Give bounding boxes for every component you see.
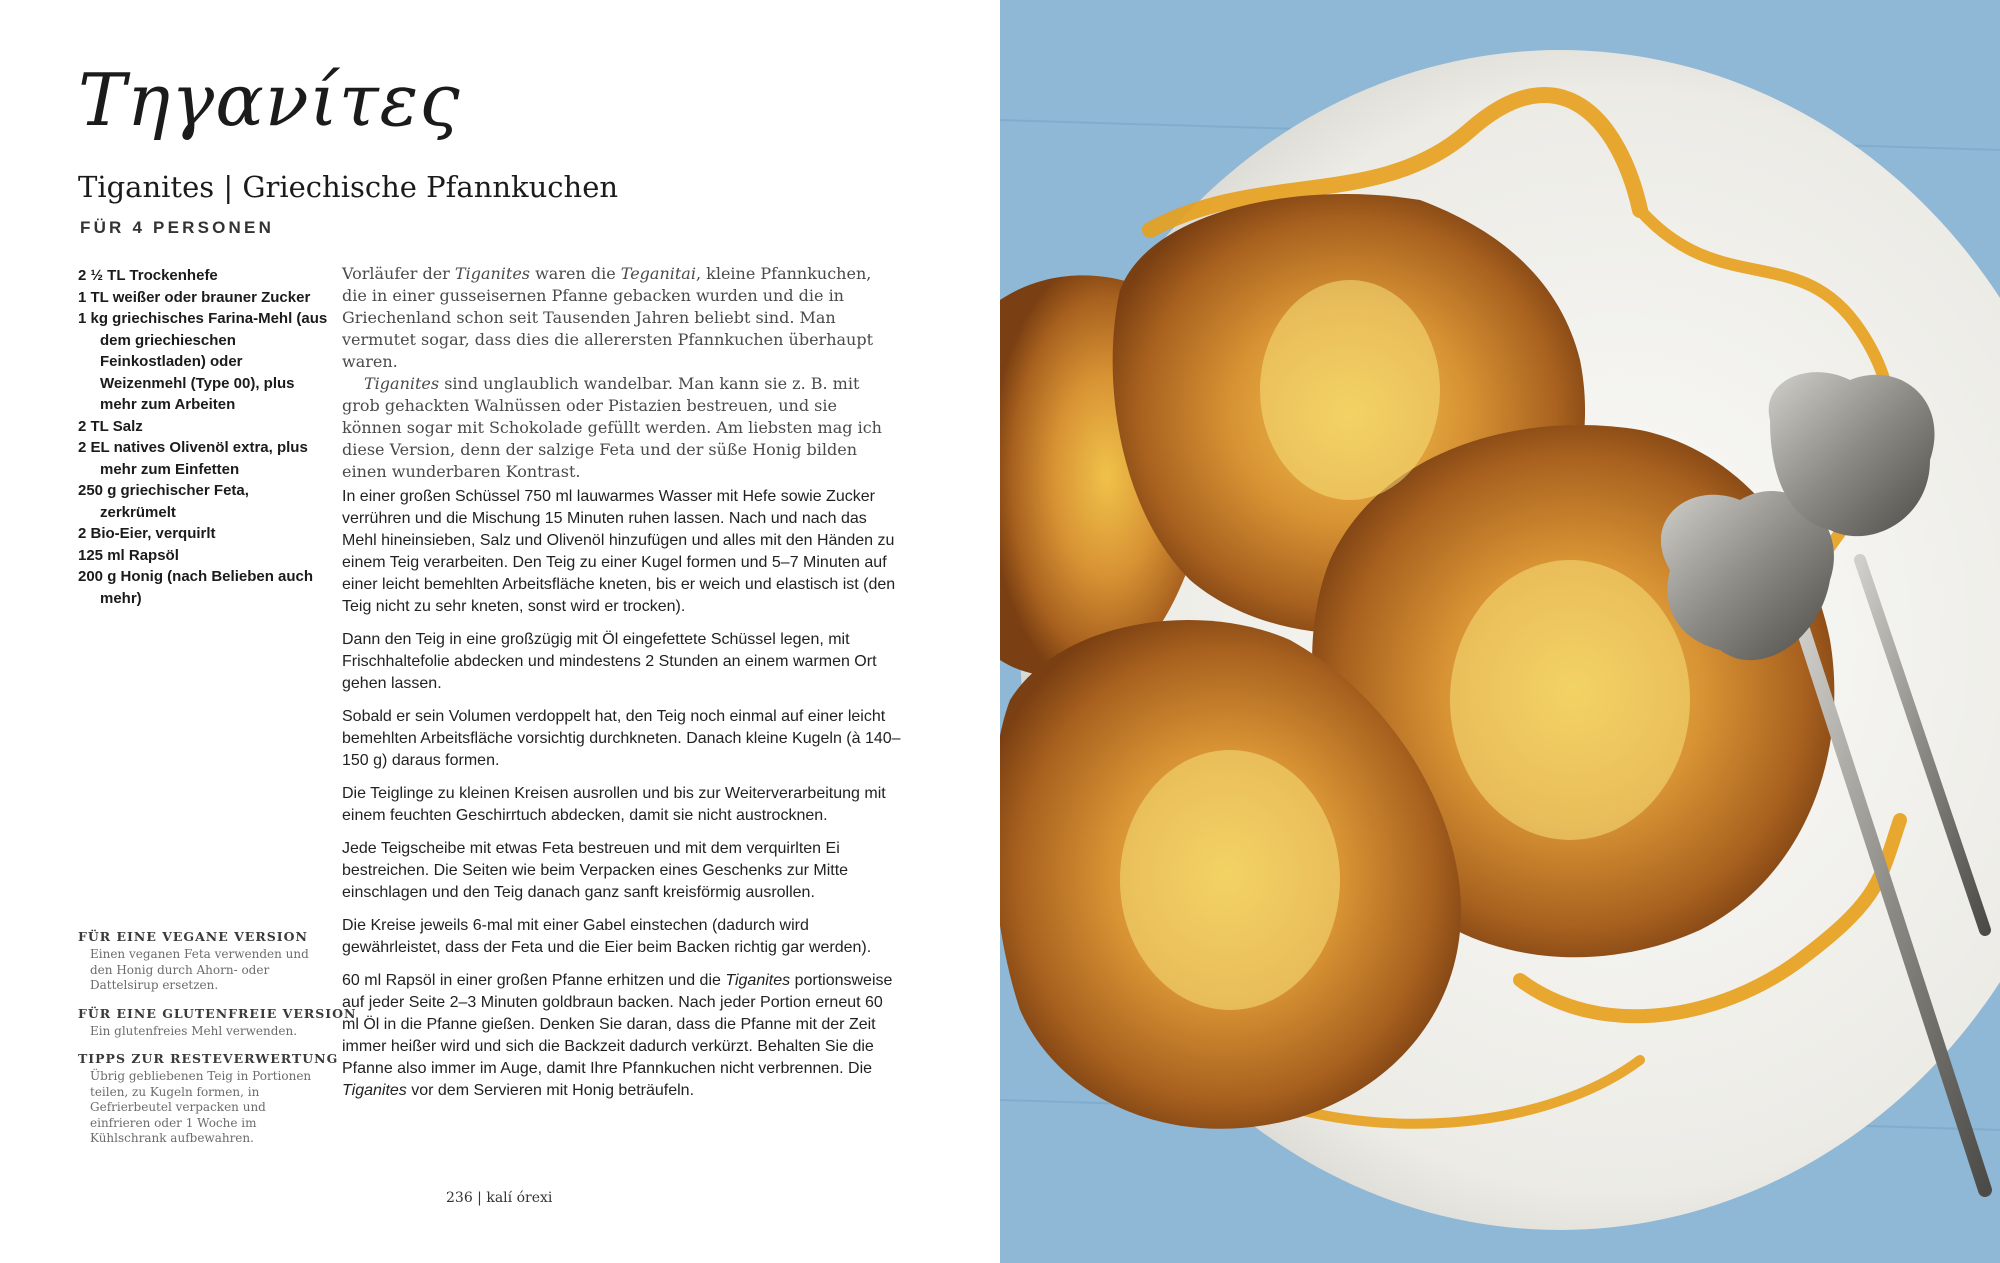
- intro-text-run: Vorläufer der: [342, 264, 455, 283]
- intro-text-run: sind unglaublich wandelbar. Man kann sie z. B. mit grob gehackten Walnüssen oder Pistazien bestreuen, und sie können sogar mit Schokolade gefüllt werden. Am liebsten mag ich diese Version, denn der salzige Feta und der süße Honig bilden einen wunderbaren Kontrast.: [342, 374, 882, 481]
- intro-text: [342, 263, 898, 483]
- tip-text: Einen veganen Feta verwenden und den Honig durch Ahorn- oder Dattelsirup ersetzen.: [90, 947, 309, 992]
- step-text-run: vor dem Servieren mit Honig beträufeln.: [406, 1082, 695, 1099]
- method-step: Die Kreise jeweils 6-mal mit einer Gabel einstechen (dadurch wird gewährleistet, dass der Feta und die Eier beim Backen richtig gar werden).: [342, 917, 872, 956]
- greek-title: Τηγανίτες: [78, 58, 461, 142]
- method-step: Jede Teigscheibe mit etwas Feta bestreuen und mit dem verquirlten Ei bestreichen. Die Seiten wie beim Verpacken eines Geschenks zur Mitte einschlagen und den Teig danach ganz sanft kreisförmig ausrollen.: [342, 840, 849, 901]
- method-step: Die Teiglinge zu kleinen Kreisen ausrollen und bis zur Weiterverarbeitung mit einem feuchten Geschirrtuch abdecken, damit sie nicht austrocknen.: [342, 785, 886, 824]
- step-term: Tiganites: [725, 972, 791, 989]
- tip-heading: TIPPS ZUR RESTEVERWERTUNG: [78, 1051, 339, 1066]
- intro-term: Tiganites: [364, 374, 440, 393]
- tip-text: Ein glutenfreies Mehl verwenden.: [90, 1023, 298, 1038]
- intro-paragraph: [342, 373, 898, 483]
- intro-text-run: , kleine Pfannkuchen, die in einer gusseisernen Pfanne gebacken wurden und die in Griechenland schon seit Tausenden Jahren beliebt sind. Man vermutet sogar, dass dies die allerersten Pfannkuchen überhaupt waren.: [342, 264, 874, 371]
- ingredient-item: 1 kg griechisches Farina-Mehl (aus dem griechieschen Feinkostladen) oder Weizenmehl (Type 00), plus mehr zum Arbeiten: [78, 310, 328, 413]
- intro-term: Teganitai: [620, 264, 696, 283]
- ingredient-item: 2 EL natives Olivenöl extra, plus mehr zum Einfetten: [78, 439, 308, 478]
- ingredient-item: 200 g Honig (nach Belieben auch mehr): [78, 568, 314, 607]
- page-folio: 236 | kalí órexi: [446, 1190, 553, 1206]
- ingredient-item: 250 g griechischer Feta, zerkrümelt: [78, 482, 249, 521]
- tips-sidebar: [78, 929, 357, 1159]
- step-text-run: 60 ml Rapsöl in einer großen Pfanne erhitzen und die: [342, 972, 726, 989]
- food-photo: [1000, 0, 2000, 1263]
- ingredient-item: 1 TL weißer oder brauner Zucker: [78, 288, 311, 306]
- method-step: In einer großen Schüssel 750 ml lauwarmes Wasser mit Hefe sowie Zucker verrühren und die Mischung 15 Minuten ruhen lassen. Nach und nach das Mehl hineinsieben, Salz und Olivenöl hinzufügen und alles mit den Händen zu einem Teig verarbeiten. Den Teig zu einer Kugel formen und 5–7 Minuten auf einer leicht bemehlten Arbeitsfläche kneten, bis er weich und elastisch ist (den Teig nicht zu sehr kneten, sonst wird er trocken).: [342, 488, 896, 615]
- intro-paragraph: [342, 263, 898, 373]
- ingredient-item: 2 Bio-Eier, verquirlt: [78, 525, 216, 542]
- method-steps: [342, 486, 902, 1113]
- tip-heading: FÜR EINE VEGANE VERSION: [78, 929, 308, 944]
- ingredient-item: 2 TL Salz: [78, 417, 143, 435]
- step-term: Tiganites: [342, 1082, 407, 1099]
- ingredient-item: 2 ½ TL Trockenhefe: [78, 267, 218, 284]
- step-text-run: portionsweise auf jeder Seite 2–3 Minuten goldbraun backen. Nach jeder Portion erneut 60 ml Öl in die Pfanne gießen. Denken Sie daran, dass die Pfanne mit der Zeit immer heißer wird und sich die Backzeit dadurch verkürzt. Behalten Sie die Pfanne also immer im Auge, damit Ihre Pfannkuchen nicht verbrennen. Die: [342, 972, 893, 1077]
- intro-text-run: waren die: [530, 264, 621, 283]
- ingredient-list: [78, 265, 328, 609]
- tip-text: Übrig gebliebenen Teig in Portionen teilen, zu Kugeln formen, in Gefrierbeutel verpacken und einfrieren oder 1 Woche im Kühlschrank aufbewahren.: [90, 1069, 312, 1145]
- method-step: Dann den Teig in eine großzügig mit Öl eingefettete Schüssel legen, mit Frischhaltefolie abdecken und mindestens 2 Stunden an einem warmen Ort gehen lassen.: [342, 631, 877, 692]
- method-step: [342, 970, 902, 1102]
- method-step: Sobald er sein Volumen verdoppelt hat, den Teig noch einmal auf einer leicht bemehlten Arbeitsfläche vorsichtig durchkneten. Danach kleine Kugeln (à 140–150 g) daraus formen.: [342, 708, 901, 769]
- recipe-subtitle: Tiganites | Griechische Pfannkuchen: [78, 170, 619, 204]
- servings-label: FÜR 4 PERSONEN: [80, 218, 275, 237]
- ingredient-item: 125 ml Rapsöl: [78, 546, 179, 564]
- tip-heading: FÜR EINE GLUTENFREIE VERSION: [78, 1005, 357, 1021]
- pancake-plate-illustration: [1000, 0, 2000, 1263]
- intro-term: Tiganites: [454, 264, 531, 283]
